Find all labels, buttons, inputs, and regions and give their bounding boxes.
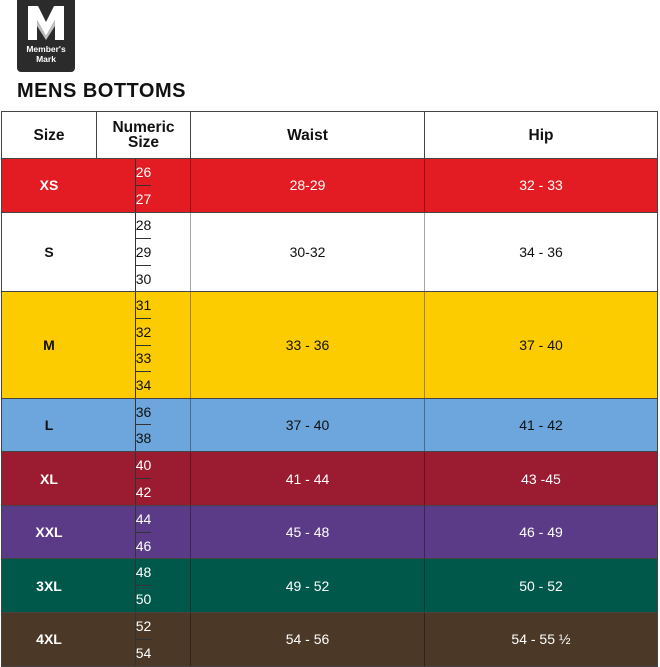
size-label: XL (1, 452, 96, 505)
numeric-size-value: 52 (135, 613, 152, 640)
waist-value: 30-32 (190, 213, 424, 292)
numeric-size-cell (96, 292, 190, 397)
table-row (1, 292, 658, 398)
numeric-size-value: 28 (135, 213, 152, 240)
numeric-size-value: 34 (135, 372, 152, 398)
numeric-size-value: 54 (135, 640, 152, 666)
waist-value: 37 - 40 (190, 399, 424, 452)
hip-value: 37 - 40 (424, 292, 658, 397)
numeric-size-value: 31 (135, 292, 152, 319)
numeric-size-value: 30 (135, 266, 152, 292)
numeric-size-cell (96, 452, 190, 505)
numeric-size-cell (96, 559, 190, 612)
size-label: S (1, 213, 96, 292)
table-row (1, 452, 658, 506)
size-label: 4XL (1, 613, 96, 666)
numeric-size-value: 40 (135, 452, 152, 479)
numeric-size-value: 36 (135, 399, 152, 426)
numeric-size-value: 27 (135, 186, 152, 212)
numeric-size-value: 32 (135, 319, 152, 346)
table-header-row (1, 112, 658, 159)
table-row (1, 159, 658, 213)
header-waist: Waist (190, 112, 424, 158)
table-row (1, 213, 658, 293)
waist-value: 33 - 36 (190, 292, 424, 397)
size-label: 3XL (1, 559, 96, 612)
hip-value: 46 - 49 (424, 506, 658, 559)
m-logo-icon (26, 2, 66, 42)
waist-value: 49 - 52 (190, 559, 424, 612)
size-chart-table (1, 111, 658, 667)
size-label: L (1, 399, 96, 452)
header-numeric-line2: Size (127, 134, 159, 151)
waist-value: 54 - 56 (190, 613, 424, 666)
size-label: M (1, 292, 96, 397)
waist-value: 28-29 (190, 159, 424, 212)
size-label: XXL (1, 506, 96, 559)
header-hip: Hip (424, 112, 658, 158)
numeric-size-value: 33 (135, 346, 152, 373)
numeric-size-value: 29 (135, 239, 152, 266)
hip-value: 54 - 55 ½ (424, 613, 658, 666)
hip-value: 34 - 36 (424, 213, 658, 292)
hip-value: 41 - 42 (424, 399, 658, 452)
header-numeric-size (96, 112, 190, 158)
numeric-size-value: 42 (135, 479, 152, 505)
hip-value: 43 -45 (424, 452, 658, 505)
size-label: XS (1, 159, 96, 212)
numeric-size-value: 38 (135, 425, 152, 451)
table-row (1, 506, 658, 560)
numeric-size-cell (96, 159, 190, 212)
table-row (1, 399, 658, 453)
table-body (1, 159, 658, 667)
members-mark-logo (17, 0, 75, 72)
header-size: Size (1, 112, 96, 158)
hip-value: 50 - 52 (424, 559, 658, 612)
numeric-size-value: 26 (135, 159, 152, 186)
logo-text-line1: Member's (26, 44, 66, 54)
hip-value: 32 - 33 (424, 159, 658, 212)
page-title: MENS BOTTOMS (17, 80, 186, 102)
numeric-size-value: 48 (135, 559, 152, 586)
header-numeric-line1: Numeric (112, 119, 175, 136)
table-row (1, 613, 658, 667)
numeric-size-value: 46 (135, 533, 152, 559)
numeric-size-cell (96, 399, 190, 452)
numeric-size-cell (96, 213, 190, 292)
waist-value: 41 - 44 (190, 452, 424, 505)
table-row (1, 559, 658, 613)
numeric-size-value: 50 (135, 586, 152, 612)
numeric-size-value: 44 (135, 506, 152, 533)
logo-text-line2: Mark (36, 54, 56, 64)
waist-value: 45 - 48 (190, 506, 424, 559)
numeric-size-cell (96, 613, 190, 666)
numeric-size-cell (96, 506, 190, 559)
